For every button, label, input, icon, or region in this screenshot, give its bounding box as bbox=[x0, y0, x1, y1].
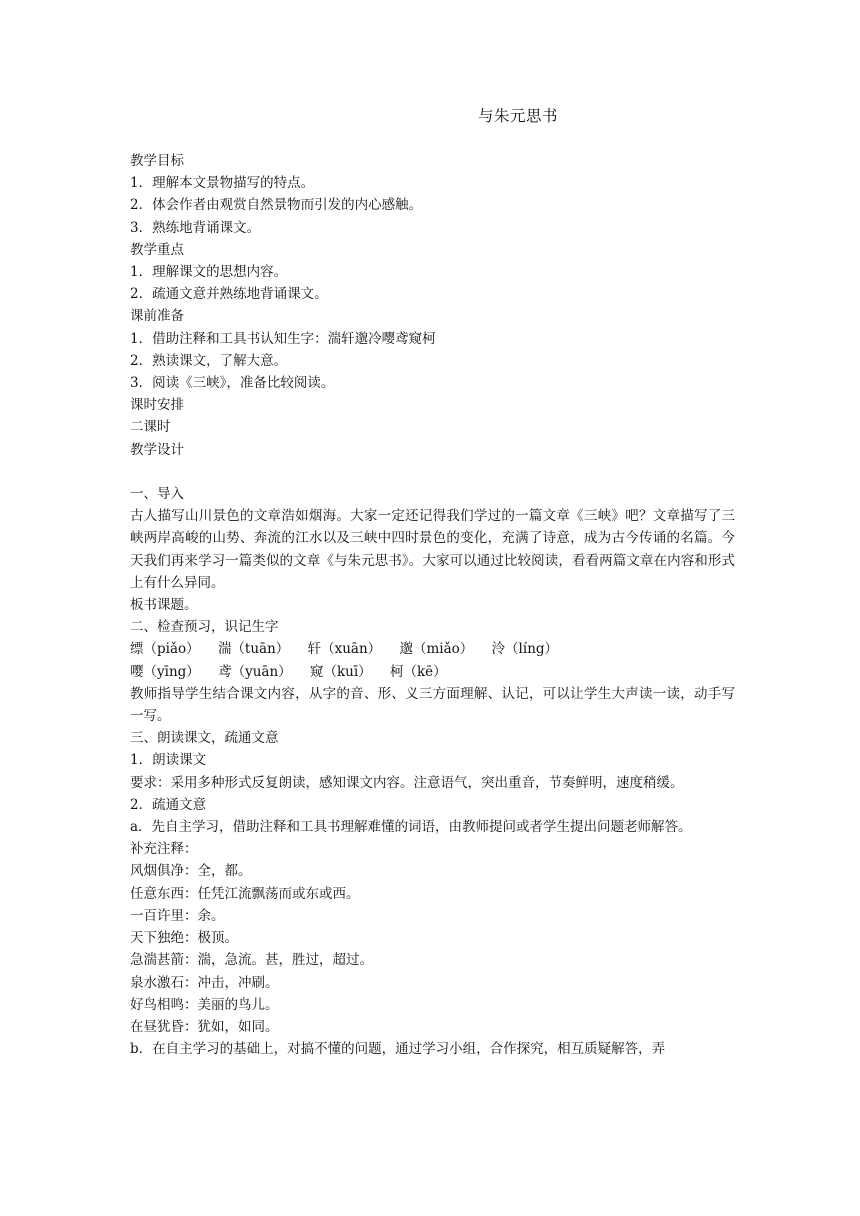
intro-paragraph: 古人描写山川景色的文章浩如烟海。大家一定还记得我们学过的一篇文章《三峡》吧？文章描写了三峡两岸高峻的山势、奔流的江水以及三峡中四时景色的变化，充满了诗意，成为古今传诵的名篇。今天我们再来学习一篇类似的文章《与朱元思书》。大家可以通过比较阅读，看看两篇文章在内容和形式上有什么异同。 bbox=[130, 508, 735, 591]
goal-item: 2．体会作者由观赏自然景物而引发的内心感触。 bbox=[130, 197, 423, 214]
note-item: 急湍甚箭：湍，急流。甚，胜过，超过。 bbox=[130, 952, 373, 969]
schedule-value: 二课时 bbox=[130, 419, 171, 436]
step-b-text: b．在自主学习的基础上，对搞不懂的问题，通过学习小组，合作探究，相互质疑解答，弄 bbox=[130, 1041, 666, 1058]
requirement-text: 要求：采用多种形式反复朗读，感知课文内容。注意语气，突出重音，节奏鲜明，速度稍缓。 bbox=[130, 774, 684, 791]
pinyin-item: 湍（tuān） bbox=[217, 641, 290, 658]
section-heading: 一、导入 bbox=[130, 486, 184, 503]
pinyin-item: 邈（miǎo） bbox=[399, 641, 474, 658]
pinyin-item: 柯（kē） bbox=[389, 663, 447, 680]
section-heading: 三、朗读课文，疏通文意 bbox=[130, 730, 279, 747]
pinyin-item: 嘤（yīng） bbox=[130, 663, 200, 680]
document-title: 与朱元思书 bbox=[478, 107, 559, 125]
notes-heading: 补充注释： bbox=[130, 841, 198, 858]
pinyin-row bbox=[130, 638, 735, 660]
prep-item: 1．借助注释和工具书认知生字：湍轩邈冷嘤鸢窥柯 bbox=[130, 330, 436, 347]
focus-item: 2．疏通文意并熟练地背诵课文。 bbox=[130, 286, 328, 303]
step-a-paragraph: a．先自主学习，借助注释和工具书理解难懂的词语，由教师提问或者学生提出问题老师解答。 bbox=[130, 819, 692, 836]
design-heading: 教学设计 bbox=[130, 441, 184, 458]
prep-item: 3．阅读《三峡》，准备比较阅读。 bbox=[130, 375, 335, 392]
section-heading: 二、检查预习，识记生字 bbox=[130, 619, 279, 636]
pinyin-item: 轩（xuān） bbox=[307, 641, 382, 658]
goal-item: 1．理解本文景物描写的特点。 bbox=[130, 175, 315, 192]
spacer bbox=[130, 461, 735, 483]
document-body bbox=[130, 150, 735, 1060]
prep-heading: 课前准备 bbox=[130, 308, 184, 325]
goals-heading: 教学目标 bbox=[130, 153, 184, 169]
prep-item: 2．熟读课文，了解大意。 bbox=[130, 352, 288, 369]
note-item: 天下独绝：极顶。 bbox=[130, 930, 238, 947]
focus-heading: 教学重点 bbox=[130, 241, 184, 258]
note-item: 一百许里：余。 bbox=[130, 907, 225, 924]
goal-item: 3．熟练地背诵课文。 bbox=[130, 219, 261, 236]
pinyin-row bbox=[130, 661, 735, 683]
note-item: 风烟俱净：全，都。 bbox=[130, 863, 252, 880]
guidance-paragraph: 教师指导学生结合课文内容，从字的音、形、义三方面理解、认记，可以让学生大声读一读，动手写一写。 bbox=[130, 685, 735, 725]
pinyin-item: 鸢（yuān） bbox=[218, 663, 292, 680]
board-note: 板书课题。 bbox=[130, 597, 198, 614]
note-item: 在昼犹昏：犹如，如同。 bbox=[130, 1018, 279, 1035]
pinyin-item: 窥（kuī） bbox=[309, 663, 372, 680]
subheading: 1．朗读课文 bbox=[130, 752, 207, 769]
pinyin-item: 缥（piǎo） bbox=[130, 641, 200, 658]
pinyin-item: 泠（líng） bbox=[491, 641, 559, 658]
focus-item: 1．理解课文的思想内容。 bbox=[130, 264, 288, 281]
note-item: 泉水激石：冲击，冲刷。 bbox=[130, 974, 279, 991]
note-item: 好鸟相鸣：美丽的鸟儿。 bbox=[130, 996, 279, 1013]
schedule-heading: 课时安排 bbox=[130, 397, 184, 414]
note-item: 任意东西：任凭江流飘荡而或东或西。 bbox=[130, 885, 360, 902]
subheading: 2．疏通文意 bbox=[130, 796, 207, 813]
